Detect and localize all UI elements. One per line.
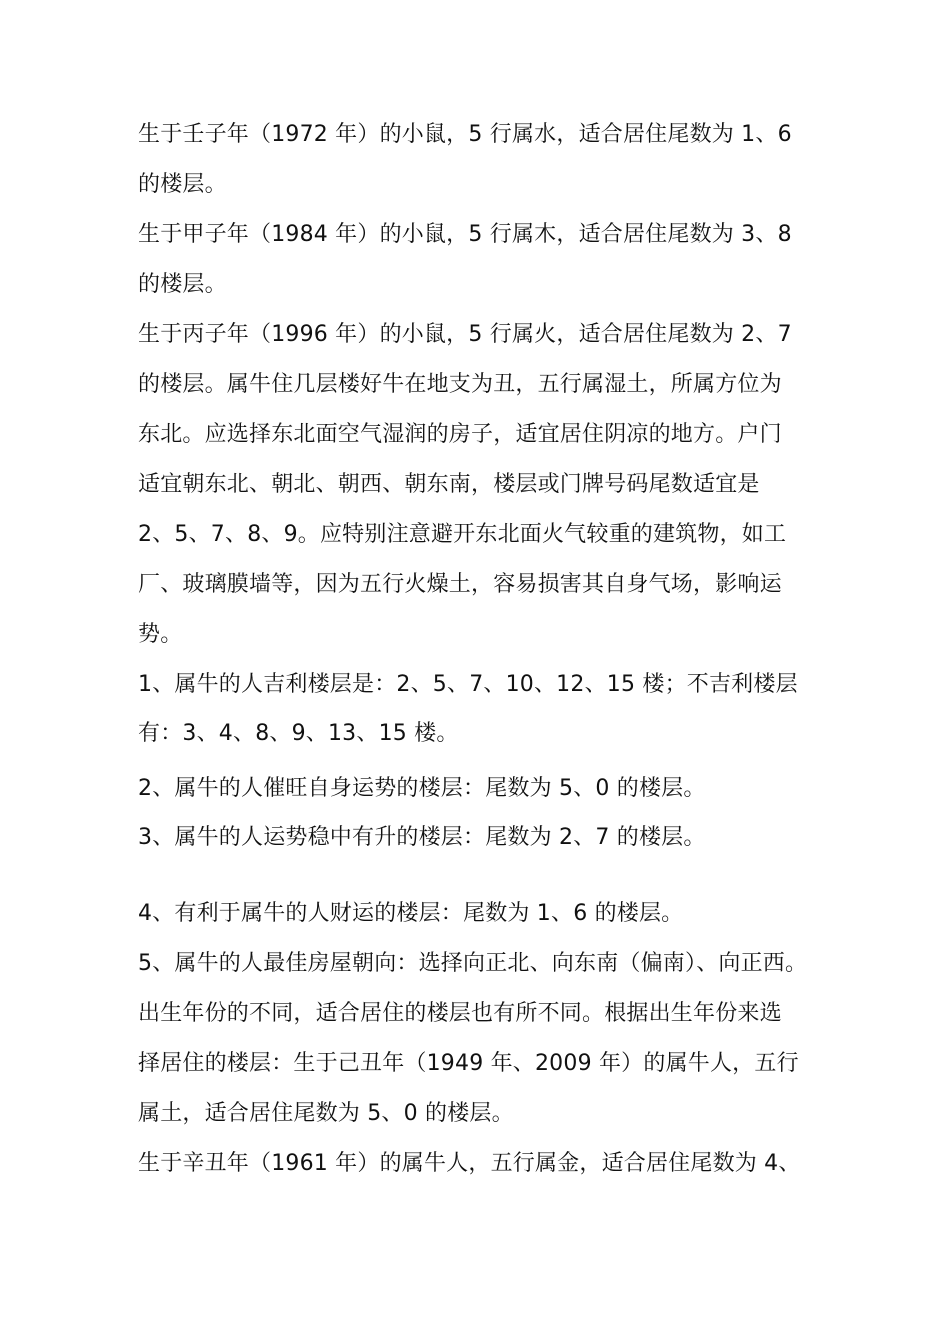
text-line: 东北。应选择东北面空气湿润的房子，适宜居住阴凉的地方。户门 <box>138 422 782 447</box>
text-line: 2、5、7、8、9。应特别注意避开东北面火气较重的建筑物，如工 <box>138 522 787 547</box>
text-line: 生于甲子年（1984 年）的小鼠，5 行属木，适合居住尾数为 3、8 <box>138 222 792 247</box>
text-line: 生于壬子年（1972 年）的小鼠，5 行属水，适合居住尾数为 1、6 <box>138 122 792 147</box>
text-line: 2、属牛的人催旺自身运势的楼层：尾数为 5、0 的楼层。 <box>138 776 706 801</box>
text-line: 有：3、4、8、9、13、15 楼。 <box>138 721 459 746</box>
text-line: 择居住的楼层：生于己丑年（1949 年、2009 年）的属牛人，五行 <box>138 1051 799 1076</box>
text-line: 的楼层。 <box>138 272 227 297</box>
text-line: 厂、玻璃膜墙等，因为五行火燥土，容易损害其自身气场，影响运 <box>138 572 782 597</box>
text-line: 3、属牛的人运势稳中有升的楼层：尾数为 2、7 的楼层。 <box>138 825 706 850</box>
text-line: 的楼层。 <box>138 172 227 197</box>
text-line: 5、属牛的人最佳房屋朝向：选择向正北、向东南（偏南）、向正西。 <box>138 951 808 976</box>
text-line: 4、有利于属牛的人财运的楼层：尾数为 1、6 的楼层。 <box>138 901 684 926</box>
text-line: 生于辛丑年（1961 年）的属牛人，五行属金，适合居住尾数为 4、 <box>138 1151 801 1176</box>
text-line: 生于丙子年（1996 年）的小鼠，5 行属火，适合居住尾数为 2、7 <box>138 322 792 347</box>
text-line: 出生年份的不同，适合居住的楼层也有所不同。根据出生年份来选 <box>138 1001 782 1026</box>
text-line: 1、属牛的人吉利楼层是：2、5、7、10、12、15 楼；不吉利楼层 <box>138 672 798 697</box>
text-line: 势。 <box>138 622 183 647</box>
text-line: 的楼层。属牛住几层楼好牛在地支为丑，五行属湿土，所属方位为 <box>138 372 782 397</box>
text-line: 属土，适合居住尾数为 5、0 的楼层。 <box>138 1101 514 1126</box>
text-line: 适宜朝东北、朝北、朝西、朝东南，楼层或门牌号码尾数适宜是 <box>138 472 760 497</box>
